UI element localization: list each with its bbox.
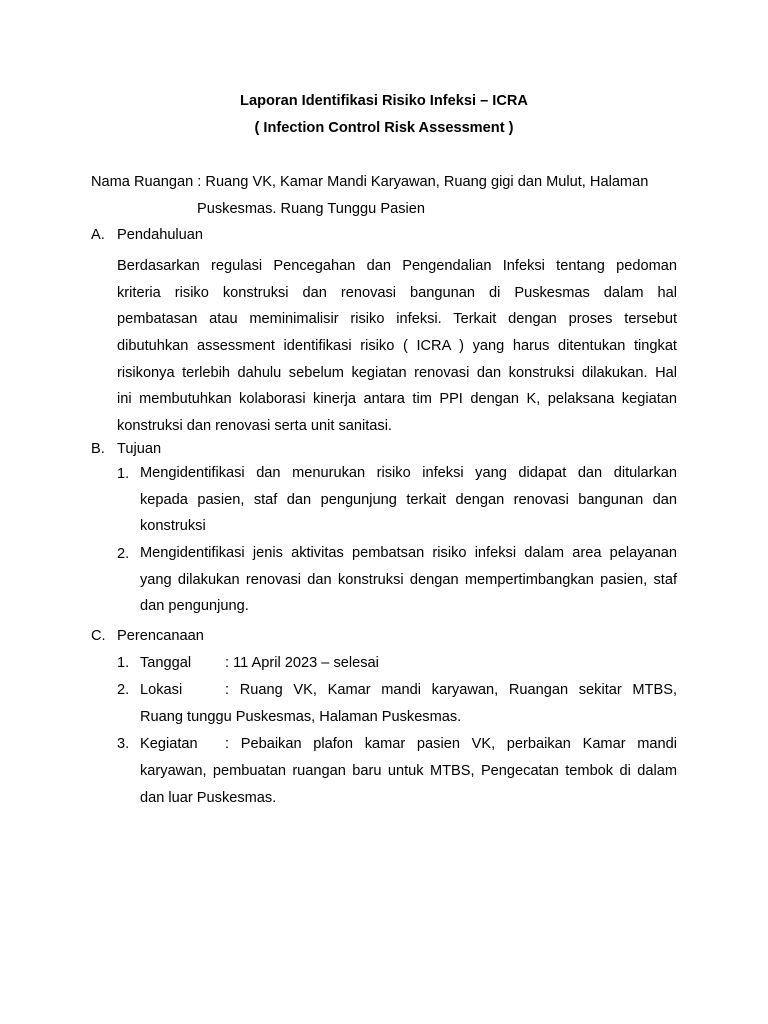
list-item-text xyxy=(140,540,677,620)
section-a-paragraph xyxy=(117,253,677,440)
list-number: 2. xyxy=(117,546,130,562)
paragraph-line: pembatasan atau meminimalisir risiko infeksi. Terkait dengan proses tersebut xyxy=(117,311,677,328)
nama-ruangan-label: Nama Ruangan : xyxy=(91,174,202,190)
section-b-heading xyxy=(91,441,161,457)
document-title: Laporan Identifikasi Risiko Infeksi – ICRA xyxy=(240,93,528,109)
kegiatan-value-1: : Pebaikan plafon kamar pasien VK, perbaikan Kamar mandi xyxy=(225,736,677,752)
nama-ruangan-value-1: Ruang VK, Kamar Mandi Karyawan, Ruang gigi dan Mulut, Halaman xyxy=(205,174,649,190)
paragraph-line: Berdasarkan regulasi Pencegahan dan Pengendalian Infeksi tentang pedoman xyxy=(117,258,677,274)
section-a-letter: A. xyxy=(91,227,105,243)
nama-ruangan-value-2: Puskesmas. Ruang Tunggu Pasien xyxy=(197,201,425,217)
list-item-line: dan pengunjung. xyxy=(140,598,249,615)
paragraph-line: risikonya terlebih dahulu sebelum kegiatan renovasi dan konstruksi dilakukan. Hal xyxy=(117,364,677,381)
section-b-title: Tujuan xyxy=(117,441,162,457)
document-subtitle: ( Infection Control Risk Assessment ) xyxy=(254,120,514,136)
paragraph-line: konstruksi dan renovasi serta unit sanitasi. xyxy=(117,418,392,435)
list-item-line: Mengidentifikasi dan menurukan risiko infeksi yang didapat dan ditularkan xyxy=(140,465,677,481)
kegiatan-value-3: dan luar Puskesmas. xyxy=(140,790,277,806)
paragraph-line: dibutuhkan assessment identifikasi risiko ( ICRA ) yang harus ditentukan tingkat xyxy=(117,338,677,355)
lokasi-label: Lokasi xyxy=(140,682,183,698)
section-b-letter: B. xyxy=(91,441,105,457)
paragraph-line: ini membutuhkan kolaborasi kinerja antara tim PPI dengan K, pelaksana kegiatan xyxy=(117,391,677,408)
tanggal-value: : 11 April 2023 – selesai xyxy=(225,655,379,671)
section-a-heading xyxy=(91,227,203,243)
section-c-title: Perencanaan xyxy=(117,628,204,644)
kegiatan-label: Kegiatan xyxy=(140,736,198,752)
list-number: 2. xyxy=(117,682,130,698)
list-item-line: yang dilakukan renovasi dan konstruksi dengan mempertimbangkan pasien, staf xyxy=(140,571,677,588)
lokasi-value-2: Ruang tunggu Puskesmas, Halaman Puskesmas. xyxy=(140,709,462,725)
lokasi-value-1: : Ruang VK, Kamar mandi karyawan, Ruangan sekitar MTBS, xyxy=(225,682,677,698)
list-item-line: Mengidentifikasi jenis aktivitas pembatsan risiko infeksi dalam area pelayanan xyxy=(140,545,677,561)
list-item-line: konstruksi xyxy=(140,518,206,535)
list-number: 1. xyxy=(117,466,130,482)
section-a-title: Pendahuluan xyxy=(117,227,204,243)
paragraph-line: kriteria risiko konstruksi dan renovasi bangunan di Puskesmas dalam hal xyxy=(117,284,677,301)
tanggal-label: Tanggal xyxy=(140,655,192,671)
nama-ruangan-line-1 xyxy=(91,174,679,190)
list-number: 1. xyxy=(117,655,130,671)
kegiatan-value-2: karyawan, pembuatan ruangan baru untuk MTBS, Pengecatan tembok di dalam xyxy=(140,763,677,779)
list-item-line: kepada pasien, staf dan pengunjung terkait dengan renovasi bangunan dan xyxy=(140,491,677,508)
list-item-text xyxy=(140,460,677,540)
list-number: 3. xyxy=(117,736,130,752)
section-c-heading xyxy=(91,628,204,644)
section-c-letter: C. xyxy=(91,628,106,644)
